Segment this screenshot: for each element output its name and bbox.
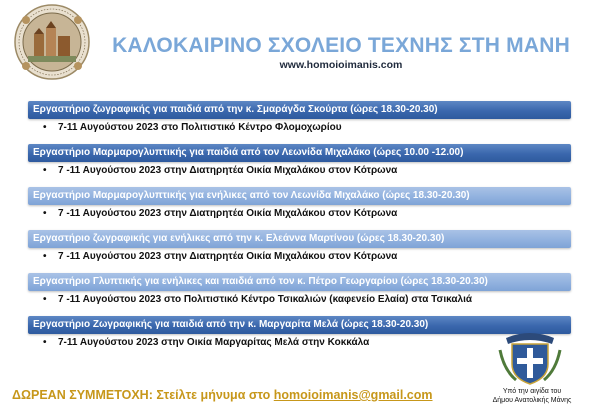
- free-participation-note: [12, 388, 433, 402]
- bullet-icon: •: [43, 294, 47, 305]
- workshop-title-bar: Εργαστήριο Μαρμαρογλυπτικής για ενήλικες από τον Λεωνίδα Μιχαλάκο (ώρες 18.30-20.30): [28, 187, 571, 205]
- workshop-title-bar: Εργαστήριο Μαρμαρογλυπτικής για παιδιά από τον Λεωνίδα Μιχαλάκο (ώρες 10.00 -12.00): [28, 144, 571, 162]
- workshop-detail-text: 7-11 Αυγούστου 2023 στο Πολιτιστικό Κέντρο Φλομοχωρίου: [58, 122, 342, 133]
- workshop-item: [28, 273, 571, 308]
- workshop-title-bar: Εργαστήριο Γλυπτικής για ενήλικες και παιδιά από τον κ. Πέτρο Γεωργαρίου (ώρες 18.30-20.30): [28, 273, 571, 291]
- workshop-detail: [28, 248, 571, 265]
- workshop-item: [28, 187, 571, 222]
- bullet-icon: •: [43, 208, 47, 219]
- workshop-title-bar: Εργαστήριο Ζωγραφικής για παιδιά από την κ. Μαργαρίτα Μελά (ώρες 18.30-20.30): [28, 316, 571, 334]
- workshop-detail-text: 7 -11 Αυγούστου 2023 στην Διατηρητέα Οικία Μιχαλάκου στον Κότρωνα: [58, 165, 398, 176]
- workshop-list: [28, 101, 571, 359]
- municipality-crest-icon: [496, 330, 564, 386]
- workshop-item: [28, 144, 571, 179]
- homoioi-manis-seal-icon: [14, 4, 90, 80]
- workshop-detail-text: 7 -11 Αυγούστου 2023 στην Διατηρητέα Οικία Μιχαλάκου στον Κότρωνα: [58, 251, 398, 262]
- workshop-detail-text: 7 -11 Αυγούστου 2023 στην Διατηρητέα Οικία Μιχαλάκου στον Κότρωνα: [58, 208, 398, 219]
- bullet-icon: •: [43, 337, 47, 348]
- workshop-detail: [28, 291, 571, 308]
- page-title: ΚΑΛΟΚΑΙΡΙΝΟ ΣΧΟΛΕΙΟ ΤΕΧΝΗΣ ΣΤΗ ΜΑΝΗ: [112, 34, 570, 57]
- bullet-icon: •: [43, 122, 47, 133]
- email-link[interactable]: homoioimanis@gmail.com: [273, 388, 433, 402]
- workshop-title-bar: Εργαστήριο ζωγραφικής για ενήλικες από την κ. Ελεάννα Μαρτίνου (ώρες 18.30-20.30): [28, 230, 571, 248]
- workshop-detail-text: 7 -11 Αυγούστου 2023 στο Πολιτιστικό Κέντρο Τσικαλιών (καφενείο Ελαία) στα Τσικαλιά: [58, 294, 473, 305]
- workshop-item: [28, 230, 571, 265]
- sponsor-line-1: Υπό την αιγίδα του: [502, 388, 562, 395]
- bullet-icon: •: [43, 165, 47, 176]
- workshop-title-bar: Εργαστήριο ζωγραφικής για παιδιά από την κ. Σμαράγδα Σκούρτα (ώρες 18.30-20.30): [28, 101, 571, 119]
- sponsor-line-2: Δήμου Ανατολικής Μάνης: [492, 397, 572, 404]
- workshop-item: [28, 101, 571, 136]
- workshop-detail: [28, 334, 571, 351]
- workshop-detail: [28, 119, 571, 136]
- sponsor-note: [486, 387, 578, 405]
- workshop-detail: [28, 205, 571, 222]
- free-participation-label: ΔΩΡΕΑΝ ΣΥΜΜΕΤΟΧΗ: Στείλτε μήνυμα στο: [12, 388, 274, 402]
- bullet-icon: •: [43, 251, 47, 262]
- workshop-detail-text: 7-11 Αυγούστου 2023 στην Οικία Μαργαρίτας Μελά στην Κοκκάλα: [58, 337, 370, 348]
- workshop-item: [28, 316, 571, 351]
- workshop-detail: [28, 162, 571, 179]
- website-link[interactable]: www.homoioimanis.com: [279, 59, 403, 71]
